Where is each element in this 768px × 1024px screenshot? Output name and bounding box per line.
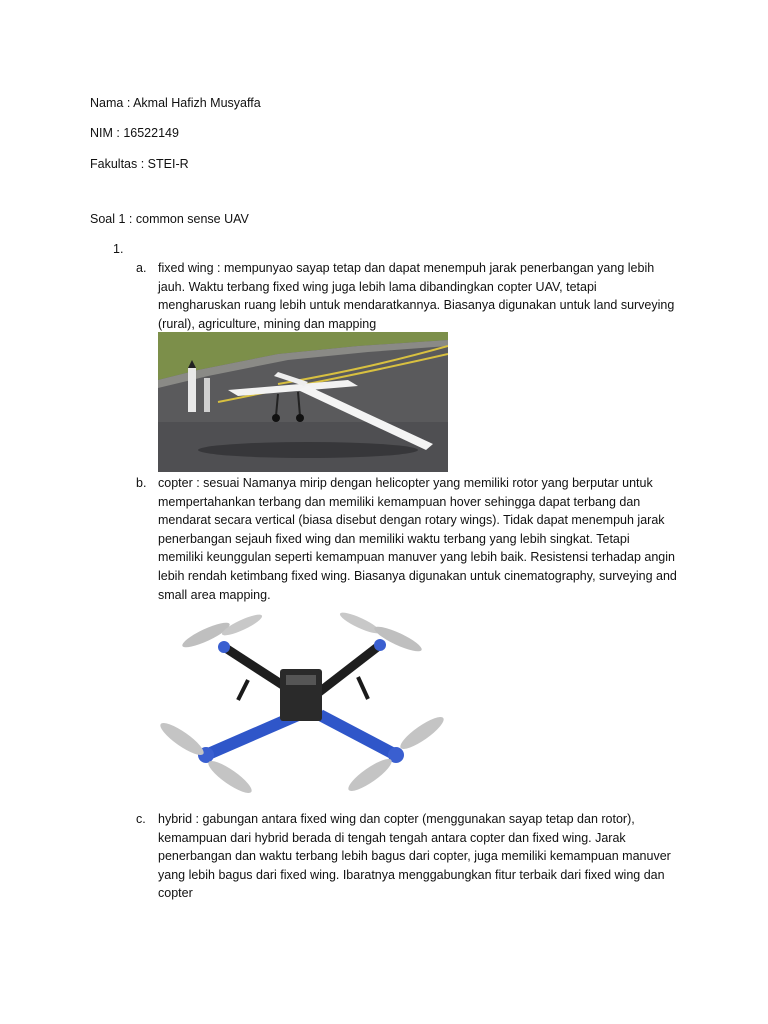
nama-line: Nama : Akmal Hafizh Musyaffa: [90, 96, 261, 110]
item-b-marker: b.: [136, 476, 147, 490]
question-number: 1.: [113, 242, 124, 256]
section-title: Soal 1 : common sense UAV: [90, 212, 249, 226]
nim-line: NIM : 16522149: [90, 126, 179, 140]
item-a-marker: a.: [136, 261, 147, 275]
item-a-text: fixed wing : mempunyao sayap tetap dan dapat menempuh jarak penerbangan yang lebih jauh. Waktu terbang fixed wing juga lebih lama dibandingkan copter UAV, tetapi mengharuskan ruang lebih untuk mendaratkannya. Biasanya digunakan untuk land surveying (rural), agriculture, mining dan mapping: [158, 261, 675, 331]
item-c-marker: c.: [136, 812, 146, 826]
fakultas-line: Fakultas : STEI-R: [90, 157, 189, 171]
quadcopter-uav-photo: [158, 605, 448, 805]
fixed-wing-uav-photo: [158, 332, 448, 472]
item-c-text: hybrid : gabungan antara fixed wing dan copter (menggunakan sayap tetap dan rotor), kemampuan dari hybrid berada di tengah tengah antara copter dan fixed wing. Jarak penerbangan dan waktu terbang lebih bagus dari copter, juga memiliki kemampuan manuver yang lebih bagus dari fixed wing. Ibaratnya menggabungkan fitur terbaik dari fixed wing dan copter: [158, 812, 671, 901]
item-b-text: copter : sesuai Namanya mirip dengan helicopter yang memiliki rotor yang berputar untuk mempertahankan terbang dan memiliki kemampuan hover sehingga dapat terbang dan mendarat secara vertical (biasa disebut dengan rotary wings). Tidak dapat menempuh jarak penerbangan sejauh fixed wing dan memiliki waktu terbang yang lebih singkat. Tetapi memiliki keunggulan seperti kemampuan manuver yang lebih baik. Resistensi terhadap angin lebih rendah ketimbang fixed wing. Biasanya digunakan untuk cinematography, surveying and small area mapping.: [158, 476, 677, 602]
